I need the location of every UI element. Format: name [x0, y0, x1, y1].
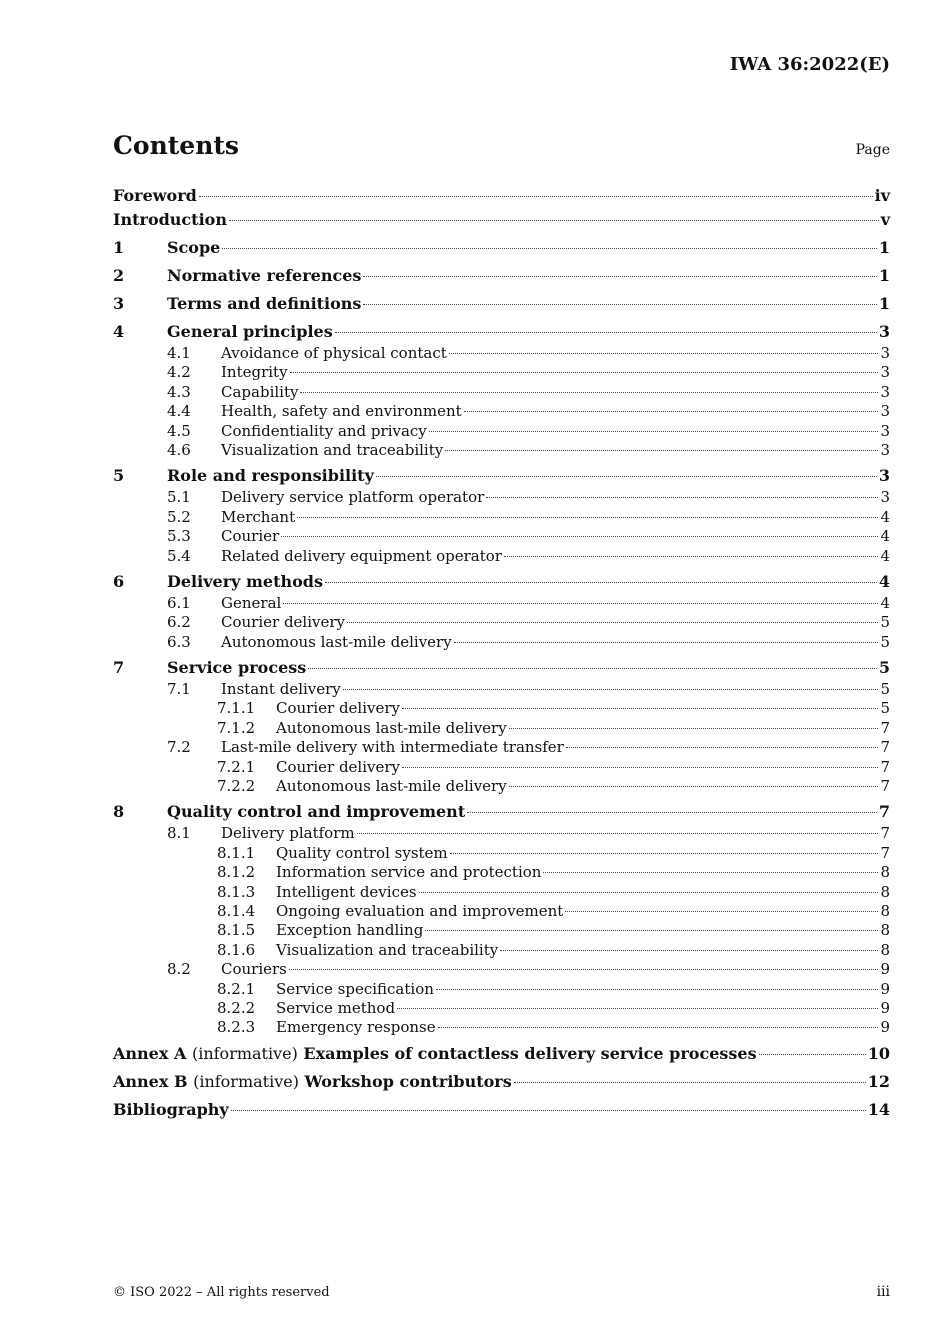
dot-leader [376, 476, 877, 477]
toc-entry[interactable] [113, 1070, 890, 1094]
toc-entry-page: 7 [878, 802, 890, 822]
toc-entry[interactable] [113, 422, 890, 441]
toc-entry-number: 4.6 [167, 440, 191, 459]
dot-leader [199, 196, 873, 197]
toc-entry[interactable] [113, 236, 890, 260]
dot-leader [429, 431, 879, 432]
dot-leader [565, 911, 878, 912]
dot-leader [402, 708, 878, 709]
toc-entry-title: Exception handling [276, 921, 424, 940]
toc-entry-title: Autonomous last-mile delivery [221, 632, 452, 651]
dot-leader [325, 582, 877, 583]
toc-entry-page: 5 [880, 699, 890, 718]
toc-entry-page: 3 [880, 402, 890, 421]
toc-entry[interactable] [113, 960, 890, 979]
table-of-contents [113, 184, 890, 1122]
toc-entry-number: 8.2.2 [217, 998, 256, 1017]
toc-entry-page: 5 [880, 632, 890, 651]
toc-entry[interactable] [113, 921, 890, 940]
toc-entry-number: 4.3 [167, 382, 191, 401]
toc-entry-title: Quality control system [276, 843, 448, 862]
toc-entry-number: 4.4 [167, 402, 191, 421]
dot-leader [509, 728, 879, 729]
toc-entry[interactable] [113, 344, 890, 363]
toc-entry[interactable] [113, 902, 890, 921]
toc-entry-title: Related delivery equipment operator [221, 546, 502, 565]
toc-entry[interactable] [113, 699, 890, 718]
toc-entry-page: 12 [867, 1071, 890, 1091]
toc-entry-number: 8.1.4 [217, 901, 256, 920]
toc-entry-page: 3 [880, 421, 890, 440]
toc-entry-title: Autonomous last-mile delivery [276, 777, 507, 796]
toc-entry-page: 5 [880, 680, 890, 699]
toc-entry-number: 4.1 [167, 344, 191, 362]
dot-leader [363, 276, 876, 277]
toc-entry-title: Delivery platform [221, 824, 355, 843]
dot-leader [759, 1054, 866, 1055]
toc-entry-title: General principles [167, 322, 333, 341]
toc-entry[interactable] [113, 680, 890, 699]
toc-entry-title: Courier [221, 527, 280, 546]
toc-entry[interactable] [113, 633, 890, 652]
dot-leader [229, 220, 879, 221]
toc-entry-number: 3 [113, 294, 125, 313]
dot-leader [357, 833, 879, 834]
toc-entry[interactable] [113, 488, 890, 507]
toc-entry[interactable] [113, 613, 890, 632]
dot-leader [300, 392, 878, 393]
dot-leader [222, 248, 877, 249]
copyright-notice: © ISO 2022 – All rights reserved [113, 1285, 330, 1300]
dot-leader [514, 1082, 866, 1083]
dot-leader [445, 450, 878, 451]
toc-entry-page: 1 [878, 266, 890, 285]
toc-entry-title: Scope [167, 238, 221, 257]
toc-entry-title: Avoidance of physical contact [221, 344, 447, 362]
toc-entry[interactable] [113, 320, 890, 344]
page-number: iii [876, 1284, 890, 1300]
dot-leader [308, 668, 877, 669]
toc-entry[interactable] [113, 999, 890, 1018]
toc-entry-number: 4 [113, 322, 125, 341]
toc-entry-number: 7.1.1 [217, 699, 256, 718]
toc-entry[interactable] [113, 883, 890, 902]
toc-entry-title: Bibliography [113, 1099, 229, 1119]
toc-entry-number: 8.2.3 [217, 1018, 256, 1037]
toc-entry-title: Delivery methods [167, 571, 323, 591]
toc-entry-title: Courier delivery [276, 757, 401, 776]
toc-entry[interactable] [113, 719, 890, 738]
toc-entry-number: 8.1.5 [217, 921, 256, 940]
dot-leader [464, 411, 879, 412]
toc-entry-number: 6.2 [167, 613, 191, 632]
toc-entry-page: 4 [880, 546, 890, 565]
toc-entry[interactable] [113, 527, 890, 546]
toc-entry-title: Instant delivery [221, 680, 341, 699]
toc-entry-number: 6.3 [167, 632, 191, 651]
toc-entry-number: 2 [113, 266, 125, 285]
toc-entry-page: v [880, 210, 890, 229]
toc-entry[interactable] [113, 800, 890, 824]
dot-leader [290, 372, 879, 373]
dot-leader [231, 1110, 866, 1111]
toc-entry-page: 7 [880, 757, 890, 776]
toc-entry-page: 4 [878, 571, 890, 591]
toc-entry-page: 3 [880, 488, 890, 507]
dot-leader [425, 930, 878, 931]
toc-entry-number: 7.2 [167, 738, 191, 757]
dot-leader [402, 767, 878, 768]
toc-entry-number: 4.2 [167, 363, 191, 382]
dot-leader [454, 642, 879, 643]
toc-entry-page: 5 [880, 613, 890, 632]
toc-entry[interactable] [113, 941, 890, 960]
toc-entry[interactable] [113, 656, 890, 680]
toc-entry-number: 4.5 [167, 421, 191, 440]
toc-entry-page: 4 [880, 507, 890, 526]
toc-entry-page: 8 [880, 940, 890, 959]
toc-entry-number: 1 [113, 238, 125, 257]
toc-entry[interactable] [113, 508, 890, 527]
toc-entry-number: 8.2 [167, 960, 191, 979]
toc-entry[interactable] [113, 1098, 890, 1122]
toc-entry-page: 9 [880, 979, 890, 998]
toc-entry-page: 10 [867, 1043, 890, 1063]
toc-entry-number: 7.1.2 [217, 718, 256, 737]
toc-entry-title: Quality control and improvement [167, 802, 466, 822]
toc-entry-title: Couriers [221, 960, 287, 979]
toc-entry-page: 9 [880, 998, 890, 1017]
toc-entry-number: 7 [113, 658, 125, 678]
dot-leader [509, 786, 879, 787]
toc-entry-page: 8 [880, 882, 890, 901]
dot-leader [297, 517, 878, 518]
toc-entry-number: 8 [113, 802, 125, 822]
toc-entry-page: 3 [880, 440, 890, 459]
toc-entry[interactable] [113, 863, 890, 882]
toc-entry-title: Delivery service platform operator [221, 488, 485, 507]
toc-entry-title: Information service and protection [276, 863, 542, 882]
toc-entry-title: Visualization and traceability [276, 940, 499, 959]
dot-leader [347, 622, 878, 623]
toc-entry-number: 8.1 [167, 824, 191, 843]
toc-entry[interactable] [113, 402, 890, 421]
dot-leader [543, 872, 878, 873]
dot-leader [438, 1027, 879, 1028]
toc-entry-page: 3 [878, 466, 890, 486]
toc-entry-title: Service process [167, 658, 307, 678]
toc-entry-page: 9 [880, 960, 890, 979]
toc-entry-page: 8 [880, 863, 890, 882]
toc-entry-title: Annex B (informative) Workshop contributors [113, 1071, 512, 1091]
toc-entry-page: 1 [878, 238, 890, 257]
toc-entry-page: 8 [880, 901, 890, 920]
toc-entry-number: 5.4 [167, 546, 191, 565]
dot-leader [500, 950, 878, 951]
toc-entry-title: Courier delivery [221, 613, 346, 632]
toc-entry-page: iv [874, 186, 890, 205]
toc-entry-title: Ongoing evaluation and improvement [276, 901, 564, 920]
dot-leader [450, 853, 879, 854]
toc-entry-title: Capability [221, 382, 299, 401]
dot-leader [449, 353, 879, 354]
toc-entry[interactable] [113, 464, 890, 488]
toc-entry-page: 5 [878, 658, 890, 678]
toc-entry-title: Health, safety and environment [221, 402, 462, 421]
toc-entry-title: Confidentiality and privacy [221, 421, 427, 440]
toc-entry[interactable] [113, 383, 890, 402]
toc-entry[interactable] [113, 547, 890, 566]
toc-entry[interactable] [113, 184, 890, 208]
toc-entry-number: 5 [113, 466, 125, 486]
toc-entry-number: 7.1 [167, 680, 191, 699]
dot-leader [363, 304, 876, 305]
page-column-label: Page [855, 142, 890, 158]
dot-leader [281, 536, 878, 537]
toc-entry-number: 7.2.1 [217, 757, 256, 776]
toc-entry-number: 8.1.2 [217, 863, 256, 882]
dot-leader [436, 989, 879, 990]
toc-entry-number: 8.1.1 [217, 843, 256, 862]
dot-leader [566, 747, 879, 748]
toc-entry-number: 7.2.2 [217, 777, 256, 796]
toc-entry[interactable] [113, 980, 890, 999]
toc-entry-title: Last-mile delivery with intermediate transfer [221, 738, 564, 757]
toc-entry[interactable] [113, 844, 890, 863]
toc-entry-number: 6 [113, 571, 125, 591]
dot-leader [335, 332, 877, 333]
toc-entry[interactable] [113, 441, 890, 460]
dot-leader [467, 812, 877, 813]
toc-entry-page: 3 [878, 322, 890, 341]
toc-entry-page: 14 [867, 1099, 890, 1119]
toc-entry-page: 8 [880, 921, 890, 940]
toc-entry-title: Courier delivery [276, 699, 401, 718]
toc-entry-title: Normative references [167, 266, 362, 285]
toc-entry-page: 7 [880, 718, 890, 737]
annex-type-note: (informative) [193, 1071, 299, 1091]
dot-leader [397, 1008, 878, 1009]
toc-entry-number: 8.2.1 [217, 979, 256, 998]
toc-entry-page: 3 [880, 363, 890, 382]
dot-leader [283, 603, 878, 604]
toc-entry-page: 1 [878, 294, 890, 313]
dot-leader [419, 892, 879, 893]
toc-entry-page: 7 [880, 738, 890, 757]
toc-entry-page: 4 [880, 593, 890, 612]
toc-entry-number: 5.2 [167, 507, 191, 526]
toc-entry-page: 7 [880, 824, 890, 843]
toc-entry-number: 8.1.6 [217, 940, 256, 959]
toc-entry-title: Autonomous last-mile delivery [276, 718, 507, 737]
toc-entry-page: 7 [880, 777, 890, 796]
annex-type-note: (informative) [191, 1043, 298, 1063]
toc-entry-page: 3 [880, 382, 890, 401]
toc-entry[interactable] [113, 1042, 890, 1066]
toc-entry[interactable] [113, 1018, 890, 1037]
dot-leader [504, 556, 878, 557]
dot-leader [343, 689, 879, 690]
toc-entry-page: 4 [880, 527, 890, 546]
toc-entry[interactable] [113, 594, 890, 613]
toc-entry-title: Introduction [113, 210, 227, 229]
toc-entry-title: Role and responsibility [167, 466, 374, 486]
toc-entry[interactable] [113, 738, 890, 757]
toc-entry-title: Service method [276, 998, 396, 1017]
toc-entry[interactable] [113, 264, 890, 288]
toc-entry[interactable] [113, 570, 890, 594]
toc-entry[interactable] [113, 824, 890, 843]
toc-entry-title: Service specification [276, 979, 434, 998]
toc-entry-title: Foreword [113, 186, 197, 205]
document-id: IWA 36:2022(E) [729, 54, 890, 75]
toc-entry-page: 7 [880, 843, 890, 862]
toc-entry-title: Integrity [221, 363, 288, 382]
toc-entry-title: Visualization and traceability [221, 440, 444, 459]
toc-entry-title: Merchant [221, 507, 296, 526]
toc-entry-number: 5.3 [167, 527, 191, 546]
dot-leader [289, 969, 879, 970]
dot-leader [486, 497, 878, 498]
toc-entry-number: 6.1 [167, 593, 191, 612]
toc-entry[interactable] [113, 777, 890, 796]
toc-entry[interactable] [113, 292, 890, 316]
toc-entry-page: 3 [880, 344, 890, 362]
toc-entry-title: General [221, 593, 282, 612]
toc-entry[interactable] [113, 363, 890, 382]
toc-entry[interactable] [113, 758, 890, 777]
toc-entry-title: Intelligent devices [276, 882, 417, 901]
toc-entry-title: Annex A (informative) Examples of contactless delivery service processes [113, 1043, 757, 1063]
toc-entry-number: 5.1 [167, 488, 191, 507]
toc-entry-title: Emergency response [276, 1018, 436, 1037]
toc-entry-page: 9 [880, 1018, 890, 1037]
toc-entry-title: Terms and definitions [167, 294, 362, 313]
page-title: Contents [113, 131, 240, 160]
toc-entry-number: 8.1.3 [217, 882, 256, 901]
toc-entry[interactable] [113, 208, 890, 232]
